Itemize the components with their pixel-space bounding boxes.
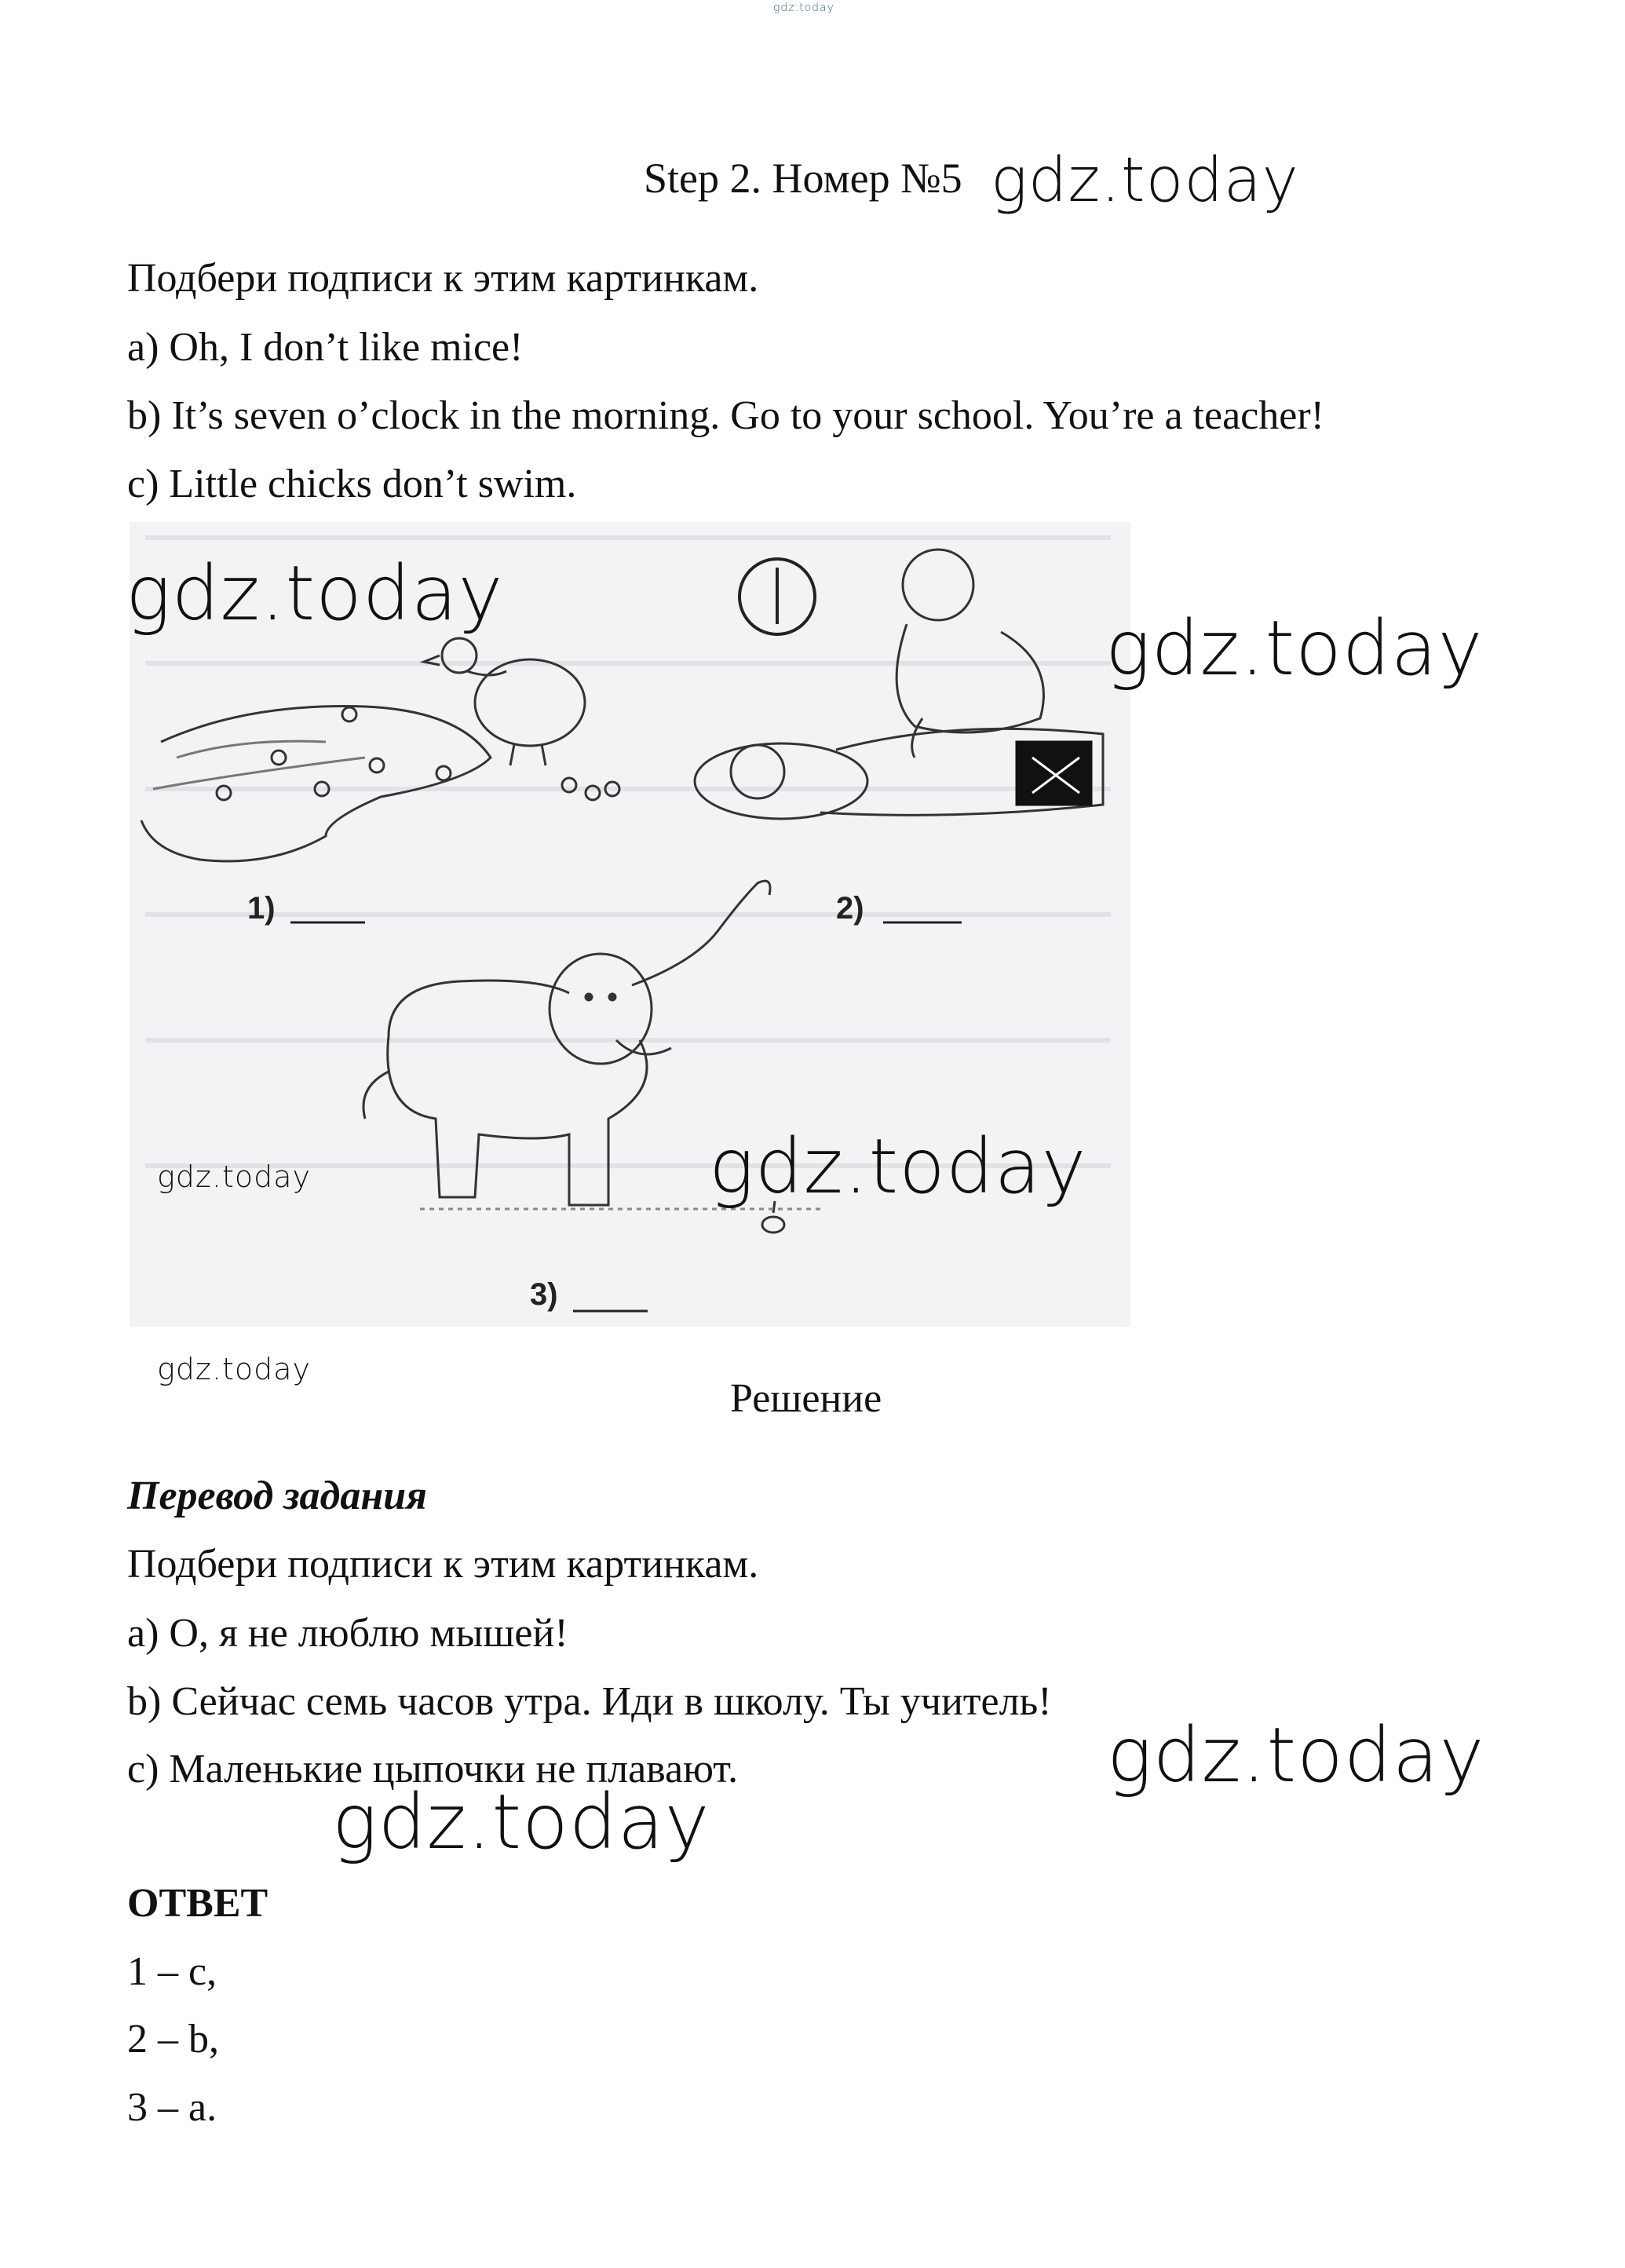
clock-icon [739, 559, 815, 634]
answer-heading: ОТВЕТ [127, 1881, 268, 1926]
watermark-4: gdz.today [1107, 1711, 1485, 1799]
hen-and-chicks-drawing [141, 638, 619, 861]
translation-option-c: c) Маленькие цыпочки не плавают. [127, 1747, 739, 1791]
watermark-title: gdz.today [991, 145, 1299, 216]
translation-option-b: b) Сейчас семь часов утра. Иди в школу. Ты учитель! [127, 1679, 1052, 1724]
answer-3: 3 – a. [127, 2085, 217, 2130]
watermark-1: gdz.today [126, 550, 504, 637]
watermark-5: gdz.today [332, 1778, 710, 1866]
watermark-small-1: gdz.today [157, 1160, 311, 1194]
translation-instruction: Подбери подписи к этим картинкам. [127, 1542, 759, 1587]
solution-heading: Решение [730, 1376, 882, 1421]
task-instruction: Подбери подписи к этим картинкам. [127, 256, 759, 301]
answer-1: 1 – c, [127, 1949, 217, 1994]
task-option-c: c) Little chicks don’t swim. [127, 462, 577, 506]
translation-option-a: a) О, я не люблю мышей! [127, 1611, 568, 1656]
answer-2: 2 – b, [127, 2017, 219, 2062]
translation-heading: Перевод задания [127, 1474, 427, 1518]
picture-label-2: 2) [836, 891, 864, 926]
task-option-a: a) Oh, I don’t like mice! [127, 325, 524, 370]
watermark-3: gdz.today [709, 1123, 1087, 1211]
morning-wakeup-drawing [695, 550, 1103, 819]
picture-label-1: 1) [247, 891, 276, 926]
top-watermark: gdz.today [773, 2, 834, 14]
task-option-b: b) It’s seven o’clock in the morning. Go to your school. You’re a teacher! [127, 393, 1324, 438]
watermark-small-2: gdz.today [157, 1352, 311, 1386]
picture-label-3: 3) [530, 1277, 558, 1312]
watermark-2: gdz.today [1105, 604, 1484, 692]
page-title: Step 2. Номер №5 [644, 155, 962, 202]
